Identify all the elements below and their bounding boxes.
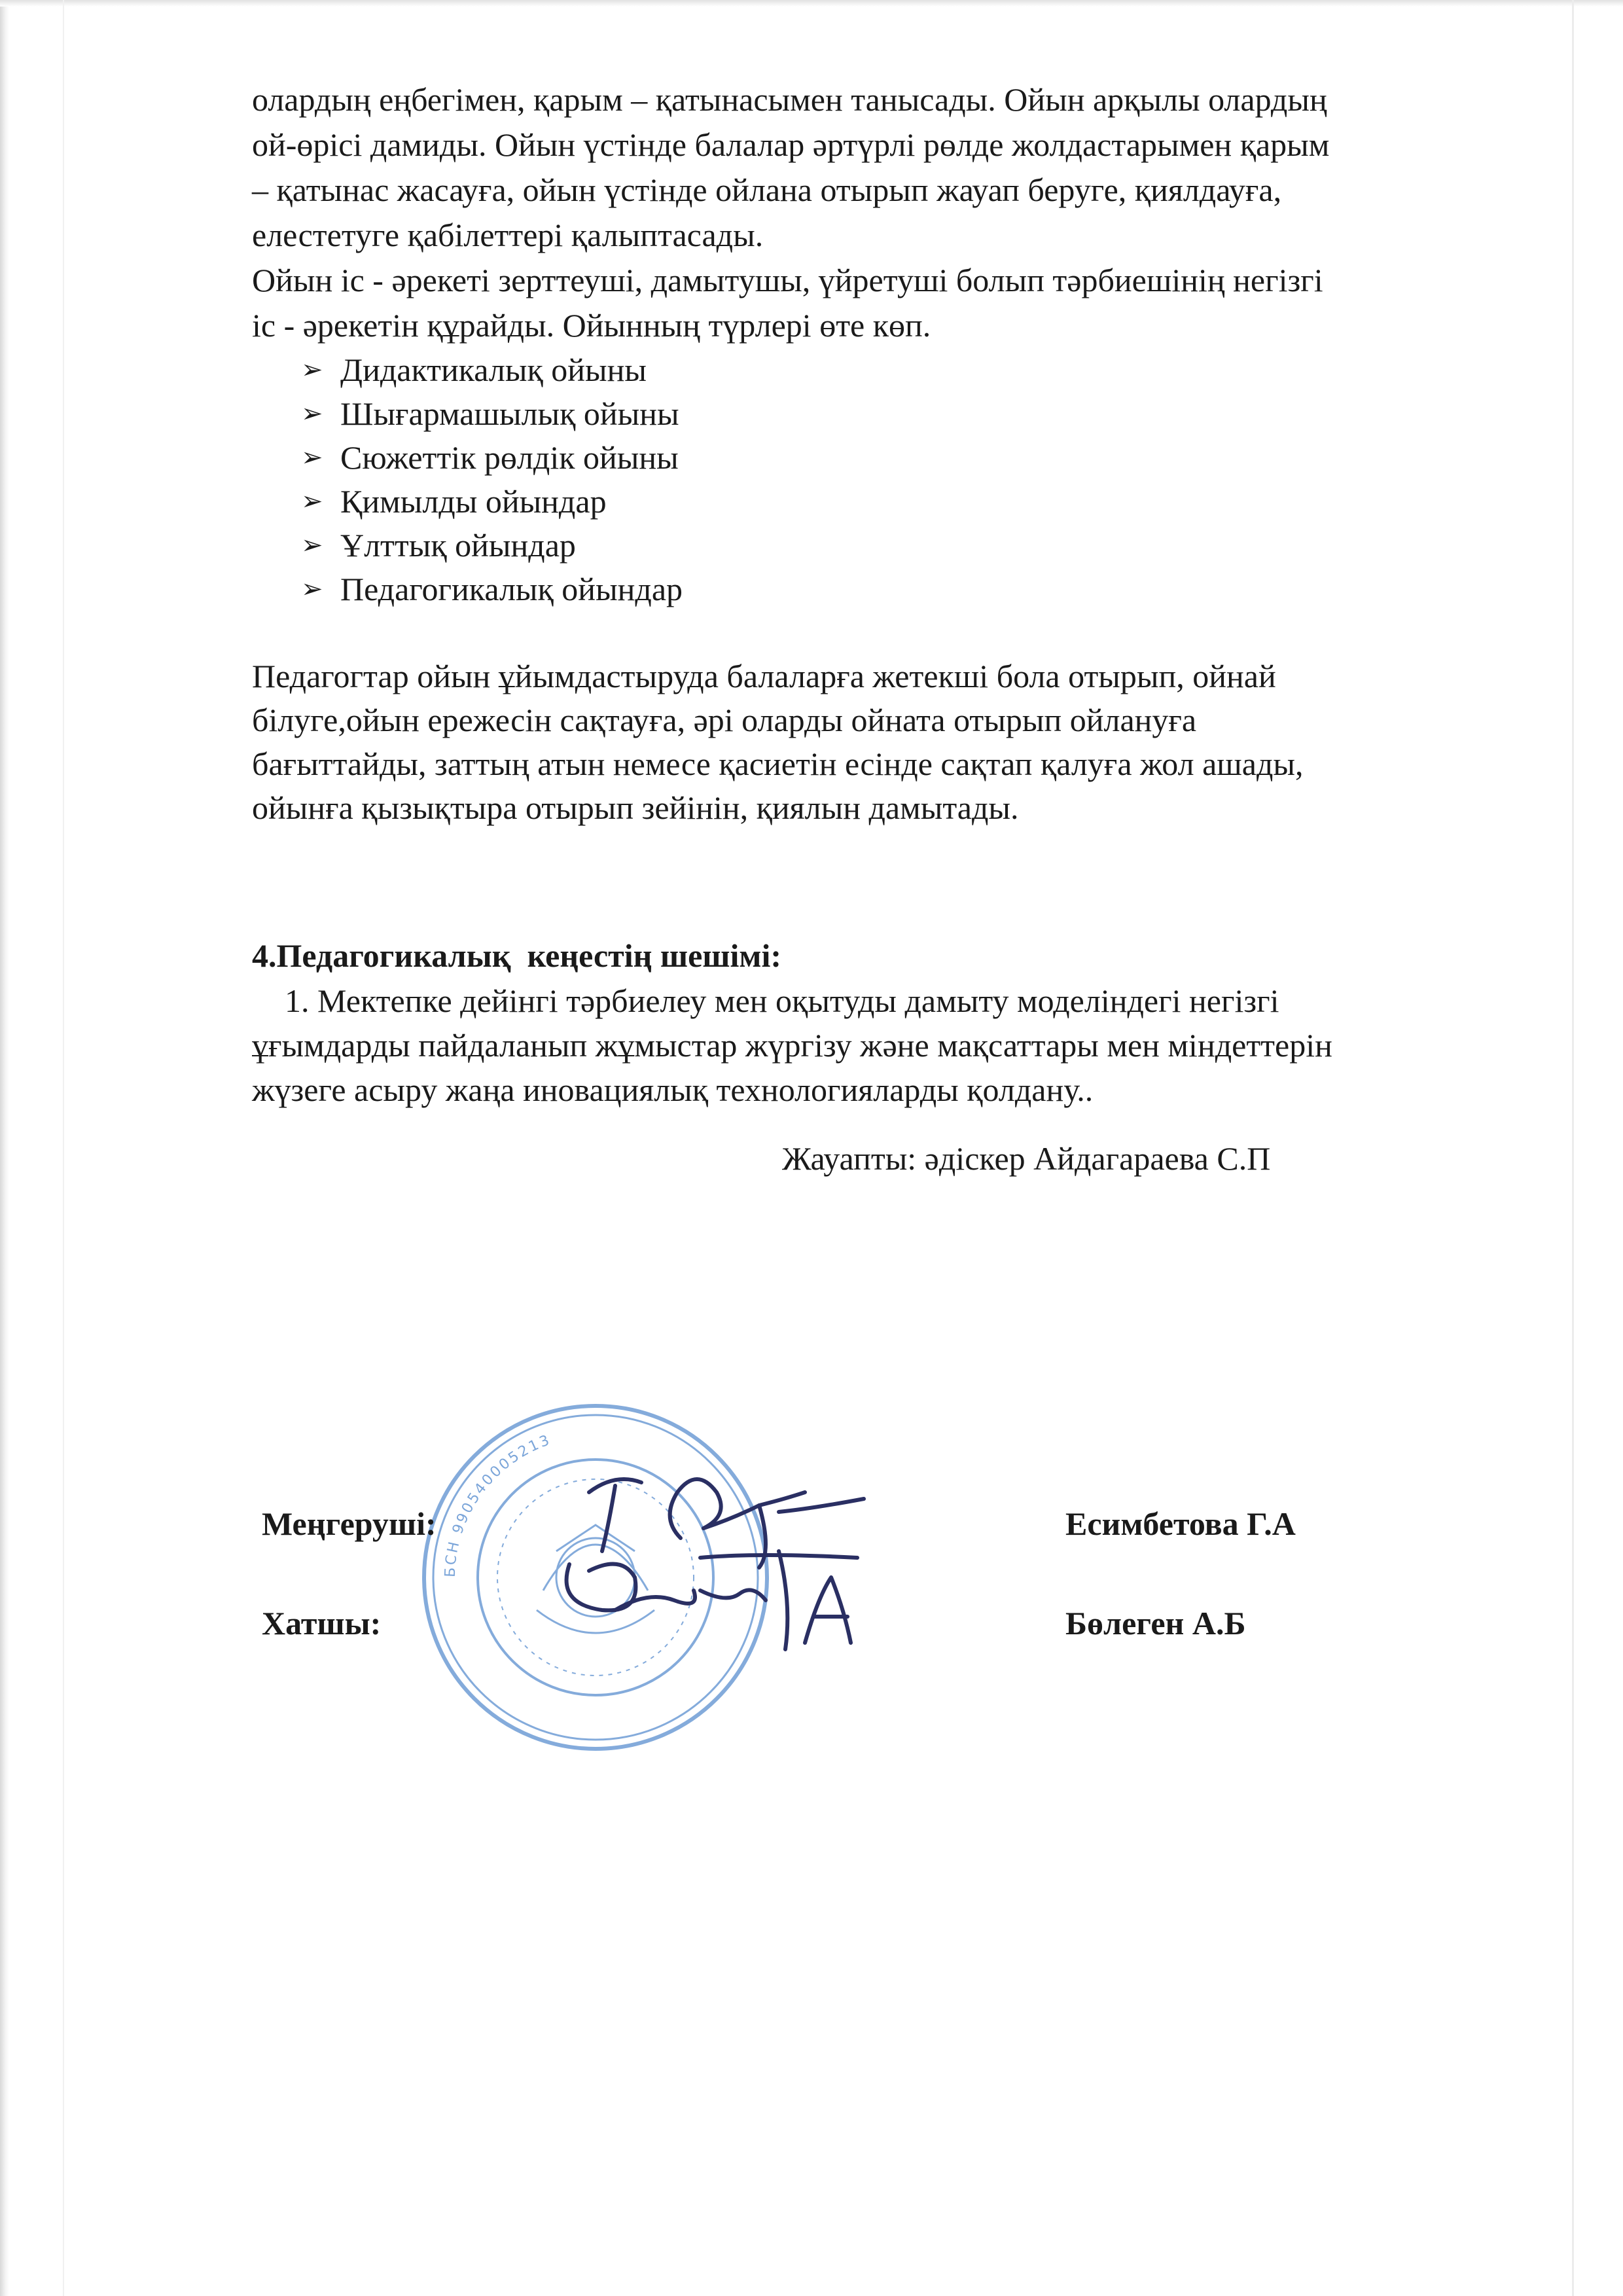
list-item-label: Дидактикалық ойыны (340, 351, 647, 388)
secretary-name: Бөлеген А.Б (1065, 1605, 1246, 1641)
document-body (252, 77, 1535, 611)
scan-fold-line-left (63, 0, 64, 2296)
decision-line: жүзеге асыру жаңа иновациялық технологияларды қолдану.. (252, 1071, 1094, 1108)
body-paragraph-2 (252, 655, 1535, 830)
arrow-bullet-icon: ➢ (301, 442, 323, 473)
head-name: Есимбетова Г.А (1065, 1505, 1296, 1542)
body-line: олардың еңбегімен, қарым – қатынасымен танысады. Ойын арқылы олардың (252, 81, 1327, 118)
head-label: Меңгеруші: (262, 1505, 437, 1542)
scan-shadow-left (0, 0, 9, 2296)
body-line: білуге,ойын ережесін сақтауға, әрі оларды ойната отырып ойлануға (252, 702, 1197, 738)
arrow-bullet-icon: ➢ (301, 530, 323, 560)
body-line: ойынға қызықтыра отырып зейінін, қиялын дамытады. (252, 789, 1019, 826)
decision-line: 1. Мектепке дейінгі тәрбиелеу мен оқытуды дамыту моделіндегі негізгі (285, 982, 1279, 1019)
svg-text:БСН 990540005213 (442, 1431, 554, 1577)
body-line: – қатынас жасауға, ойын үстінде ойлана отырып жауап беруге, қиялдауға, (252, 171, 1282, 208)
secretary-signature (543, 1538, 883, 1669)
decision-line: ұғымдарды пайдаланып жұмыстар жүргізу және мақсаттары мен міндеттерін (252, 1027, 1332, 1064)
arrow-bullet-icon: ➢ (301, 399, 323, 429)
stamp-text: БСН 990540005213 (442, 1431, 554, 1578)
list-item-label: Педагогикалық ойындар (340, 571, 683, 607)
responsible-person: Жауапты: әдіскер Айдагараева С.П (782, 1140, 1271, 1177)
secretary-label: Хатшы: (262, 1605, 382, 1641)
list-item-label: Сюжеттік рөлдік ойыны (340, 439, 679, 476)
body-line: іс - әрекетін құрайды. Ойынның түрлері өте көп. (252, 307, 931, 344)
body-line: Ойын іс - әрекеті зерттеуші, дамытушы, үйретуші болып тәрбиешінің негізгі (252, 262, 1323, 298)
list-item (301, 524, 1535, 567)
list-item (301, 348, 1535, 392)
list-item (301, 392, 1535, 436)
list-item-label: Ұлттық ойындар (340, 527, 576, 564)
arrow-bullet-icon: ➢ (301, 355, 323, 385)
list-item (301, 480, 1535, 524)
body-line: Педагогтар ойын ұйымдастыруда балаларға жетекші бола отырып, ойнай (252, 658, 1276, 694)
list-item (301, 567, 1535, 611)
game-types-list (252, 348, 1535, 611)
scan-shadow-top (0, 0, 1623, 7)
arrow-bullet-icon: ➢ (301, 486, 323, 516)
decision-heading: 4.Педагогикалық кеңестің шешімі: (252, 937, 782, 974)
body-line: бағыттайды, заттың атын немесе қасиетін есінде сақтап қалуға жол ашады, (252, 745, 1304, 782)
list-item (301, 436, 1535, 480)
body-line: ой-өрісі дамиды. Ойын үстінде балалар әртүрлі рөлде жолдастарымен қарым (252, 126, 1330, 163)
decision-text (252, 978, 1535, 1112)
list-item-label: Қимылды ойындар (340, 483, 607, 520)
arrow-bullet-icon: ➢ (301, 574, 323, 604)
scan-fold-line-right (1572, 0, 1574, 2296)
body-line: елестетуге қабілеттері қалыптасады. (252, 217, 764, 253)
list-item-label: Шығармашылық ойыны (340, 395, 679, 432)
